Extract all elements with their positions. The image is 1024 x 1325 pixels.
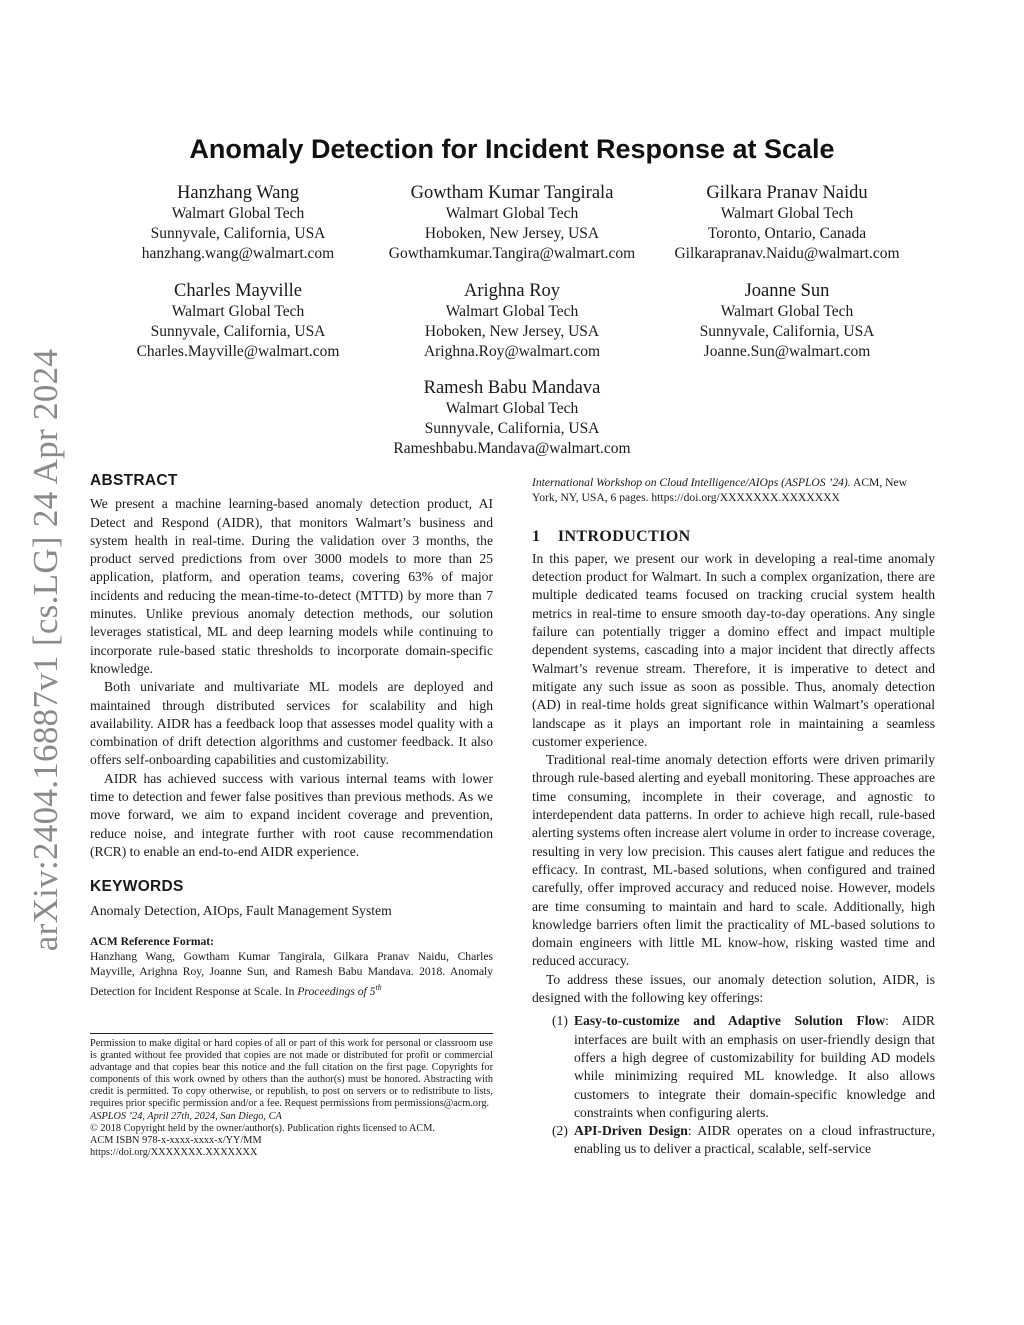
doi-line: https://doi.org/XXXXXXX.XXXXXXX (90, 1146, 258, 1158)
paper-title: Anomaly Detection for Incident Response at Scale (189, 134, 835, 164)
author-email: Rameshbabu.Mandava@walmart.com (393, 440, 631, 457)
section-title: INTRODUCTION (557, 527, 691, 545)
abstract-heading: ABSTRACT (90, 472, 178, 489)
list-item-text: : AIDR operates on a cloud infrastructure, enabling us to deliver a practical, scalable, self-service (574, 1123, 935, 1157)
list-item-title: Easy-to-customize and Adaptive Solution Flow (574, 1013, 886, 1029)
copyright-line: © 2018 Copyright held by the owner/author(s). Publication rights licensed to ACM. (90, 1122, 436, 1134)
acm-ref-continued (532, 475, 935, 506)
author-org: Walmart Global Tech (445, 205, 579, 222)
abstract-paragraph: We present a machine learning-based anomaly detection product, AI Detect and Respond (AIDR), that monitors Walmart’s business and system health in real-time. During the validation over 3 months, the product served predictions from over 3000 models to more than 25 application, platform, and operation teams, covering 63% of major incidents and reducing the mean-time-to-detect (MTTD) by more than 7 minutes. Unlike previous anomaly detection methods, our solution leverages statistical, ML and deep learning models while continuing to incorporate rule-based static thresholds to incorporate domain-specific knowledge. (90, 496, 493, 676)
isbn-line: ACM ISBN 978-x-xxxx-xxxx-x/YY/MM (90, 1134, 262, 1146)
author-location: Toronto, Ontario, Canada (707, 225, 867, 242)
left-column (90, 472, 493, 999)
keywords-text: Anomaly Detection, AIOps, Fault Management System (90, 902, 392, 918)
author-name: Joanne Sun (744, 281, 830, 301)
acm-ref-citation: Hanzhang Wang, Gowtham Kumar Tangirala, Gilkara Pranav Naidu, Charles Mayville, Arighna Roy, Joanne Sun, and Ramesh Babu Mandava. 2018. Anomaly Detection for Incident Response at Scale. In (90, 950, 493, 998)
author-email: Arighna.Roy@walmart.com (423, 343, 601, 360)
list-item-label: (2) (552, 1123, 568, 1139)
author-block (88, 183, 388, 264)
author-location: Hoboken, New Jersey, USA (424, 225, 600, 242)
acm-ref-superscript: th (375, 982, 382, 992)
author-org: Walmart Global Tech (171, 303, 305, 320)
author-name: Ramesh Babu Mandava (423, 378, 601, 398)
author-org: Walmart Global Tech (171, 205, 305, 222)
keywords-heading: KEYWORDS (90, 878, 184, 896)
intro-paragraph: In this paper, we present our work in developing a real-time anomaly detection product for Walmart. In such a complex organization, there are multiple dedicated teams focused on tracking crucial system health metrics in real-time to ensure smooth day-to-day operations. Any single failure can potentially trigger a domino effect and impact multiple dependent systems, cascading into a major incident that directly affects Walmart’s revenue stream. Therefore, it is imperative to detect and mitigate any such issue as soon as possible. Thus, anomaly detection (AD) in real-time holds great significance within Walmart’s operational landscape as it plays an important role in maintaining a seamless customer experience. (532, 550, 935, 749)
acm-reference (90, 934, 493, 999)
acm-ref-heading: ACM Reference Format: (90, 934, 215, 948)
author-email: hanzhang.wang@walmart.com (141, 245, 335, 262)
author-org: Walmart Global Tech (445, 303, 579, 320)
author-location: Hoboken, New Jersey, USA (424, 323, 600, 340)
author-location: Sunnyvale, California, USA (150, 323, 326, 340)
abstract-paragraph: AIDR has achieved success with various internal teams with lower time to detection and fewer false positives than previous methods. As we move forward, we aim to expand incident coverage and prevention, reduce noise, and integrate further with root cause recommendation (RCR) to enable an end-to-end AIDR experience. (90, 770, 493, 859)
author-name: Arighna Roy (463, 281, 561, 301)
author-email: Gilkarapranav.Naidu@walmart.com (674, 245, 900, 262)
list-item-text: : AIDR interfaces are built with an emphasis on user-friendly design that offers a high degree of customizability for building AD models while minimizing required ML knowledge. It also allows customers to integrate their domain-specific knowledge and constraints when configuring alerts. (574, 1013, 935, 1120)
abstract-paragraph: Both univariate and multivariate ML models are deployed and maintained through distributed services for scalability and high availability. AIDR has a feedback loop that assesses model quality with a combination of drift detection algorithms and customer feedback. It also offers self-onboarding capabilities and customizability. (90, 679, 493, 768)
list-item-title: API-Driven Design (574, 1123, 688, 1139)
section-number: 1 (532, 527, 541, 545)
author-name: Hanzhang Wang (177, 183, 299, 203)
author-org: Walmart Global Tech (720, 205, 854, 222)
permission-block (90, 1038, 493, 1159)
intro-paragraph: To address these issues, our anomaly detection solution, AIDR, is designed with the following key offerings: (532, 971, 935, 1006)
right-column (532, 475, 935, 1159)
list-item-label: (1) (552, 1013, 568, 1029)
author-block (362, 183, 662, 264)
acm-ref-publisher: ACM, New York, NY, USA, 6 pages. https://doi.org/XXXXXXX.XXXXXXX (532, 476, 908, 505)
acm-ref-proceedings: Proceedings of 5 (297, 984, 376, 998)
author-email: Joanne.Sun@walmart.com (703, 343, 871, 360)
list-item (532, 1122, 935, 1159)
author-block (88, 281, 388, 362)
permission-text: Permission to make digital or hard copies of all or part of this work for personal or classroom use is granted without fee provided that copies are not made or distributed for profit or commercial advantage and that copies bear this notice and the full citation on the first page. Copyrights for components of this work owned by others than the author(s) must be honored. Abstracting with credit is permitted. To copy otherwise, or republish, to post on servers or to redistribute to lists, requires prior specific permission and/or a fee. Request permissions from permissions@acm.org. (90, 1038, 493, 1110)
list-item (532, 1012, 935, 1122)
author-block (637, 183, 937, 264)
author-name: Gilkara Pranav Naidu (706, 183, 868, 203)
author-name: Charles Mayville (174, 281, 302, 301)
footnote-rule (90, 1033, 493, 1034)
acm-ref-text (90, 949, 493, 999)
author-name: Gowtham Kumar Tangirala (410, 183, 614, 203)
conference-line: ASPLOS ’24, April 27th, 2024, San Diego, CA (90, 1110, 282, 1122)
author-location: Sunnyvale, California, USA (424, 420, 600, 437)
intro-heading (532, 528, 935, 546)
author-block (637, 281, 937, 362)
author-block (362, 378, 662, 459)
intro-paragraph: Traditional real-time anomaly detection efforts were driven primarily through rule-based alerting and eyeball monitoring. These approaches are time consuming, incomplete in their coverage, and agnostic to interdependent data patterns. In order to achieve high recall, rule-based alerting systems often increase alert volume in order to increase coverage, resulting in very low precision. This causes alert fatigue and reduces the efficacy. In contrast, ML-based solutions, when configured and trained carefully, offer improved accuracy and reduced noise. However, models are time consuming to maintain and hard to scale. Additionally, high knowledge barriers often limit the practicality of ML-based solutions to domain engineers with little ML know-how, risking wasted time and reduced accuracy. (532, 752, 935, 969)
author-block (362, 281, 662, 362)
author-email: Charles.Mayville@walmart.com (136, 343, 340, 360)
acm-ref-workshop: International Workshop on Cloud Intelligence/AIOps (ASPLOS ’24). (532, 476, 851, 489)
author-org: Walmart Global Tech (445, 400, 579, 417)
arxiv-stamp: arXiv:2404.16887v1 [cs.LG] 24 Apr 2024 (26, 348, 65, 952)
author-org: Walmart Global Tech (720, 303, 854, 320)
author-location: Sunnyvale, California, USA (150, 225, 326, 242)
author-location: Sunnyvale, California, USA (699, 323, 875, 340)
author-email: Gowthamkumar.Tangira@walmart.com (388, 245, 636, 262)
